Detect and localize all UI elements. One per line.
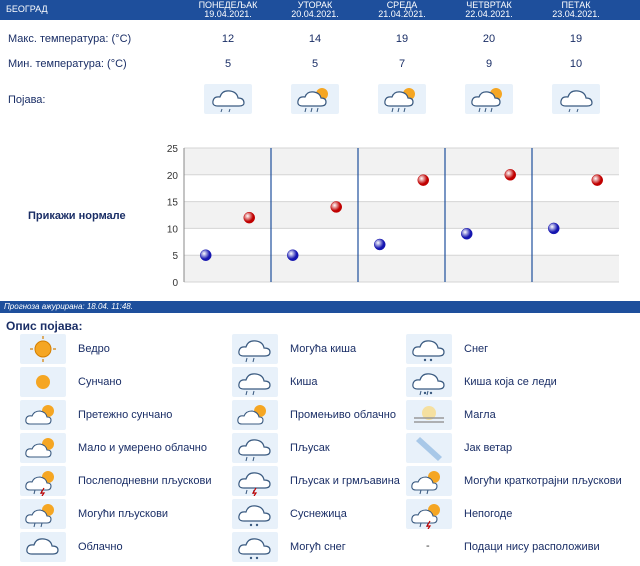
chart-band	[184, 148, 619, 175]
min-temp-label: Мин. температура: (°C)	[8, 58, 127, 70]
temperature-chart	[0, 140, 640, 290]
day-header-2	[270, 1, 360, 19]
legend-label: Пљусак и грмљавина	[290, 475, 400, 487]
y-tick-label: 10	[166, 224, 178, 236]
sleet-icon	[232, 499, 278, 529]
day-header-5	[531, 1, 621, 19]
storm-icon	[406, 499, 452, 529]
snow-icon	[406, 334, 452, 364]
city-name: БЕОГРАД	[6, 4, 48, 14]
max-temp-point	[331, 201, 342, 212]
mostly-sunny-icon	[20, 400, 66, 430]
day-name: ПОНЕДЕЉАК	[198, 0, 258, 10]
max-temp-value: 20	[482, 33, 496, 45]
min-temp-point	[374, 239, 385, 250]
legend-label: Сунчано	[78, 376, 122, 388]
partly-cloudy-shower-icon	[291, 84, 339, 114]
legend-label: Магла	[464, 409, 496, 421]
legend-label: Мало и умерено облачно	[78, 442, 208, 454]
y-tick-label: 25	[166, 144, 178, 155]
min-temp-value: 7	[398, 58, 406, 70]
cloudy-rain-possible-icon	[204, 84, 252, 114]
fog-icon	[406, 400, 452, 430]
day-date: 21.04.2021.	[378, 9, 426, 19]
min-temp-value: 10	[569, 58, 583, 70]
forecast-header	[0, 0, 640, 20]
no-data-icon: -	[426, 540, 430, 552]
y-tick-label: 5	[172, 251, 178, 263]
show-normals-link[interactable]: Прикажи нормале	[28, 210, 126, 222]
max-temp-point	[244, 212, 255, 223]
day-name: УТОРАК	[297, 0, 333, 10]
cloud-icon	[20, 532, 66, 562]
y-tick-label: 15	[166, 197, 178, 209]
partly-cloudy-shower-icon	[465, 84, 513, 114]
max-temp-label: Макс. температура: (°C)	[8, 33, 132, 45]
phenomenon-label: Појава:	[8, 94, 46, 106]
chart-band	[184, 255, 619, 282]
freezing-rain-icon	[406, 367, 452, 397]
legend-label: Суснежица	[290, 508, 347, 520]
chart-band	[184, 175, 619, 202]
partly-cloudy-icon	[20, 433, 66, 463]
min-temp-value: 5	[224, 58, 232, 70]
legend-label: Могућ снег	[290, 541, 346, 553]
afternoon-showers-icon	[20, 466, 66, 496]
day-date: 20.04.2021.	[291, 9, 339, 19]
forecast-updated: Прогноза ажурирана: 18.04. 11:48.	[0, 301, 640, 313]
max-temp-value: 19	[569, 33, 583, 45]
small-sun-icon	[20, 367, 66, 397]
day-name: ПЕТАК	[561, 0, 591, 10]
legend-label: Претежно сунчано	[78, 409, 173, 421]
legend-label: Подаци нису расположиви	[464, 541, 600, 553]
legend-label: Снег	[464, 343, 489, 355]
legend-label: Могући краткотрајни пљускови	[464, 475, 622, 487]
legend-label: Непогоде	[464, 508, 513, 520]
day-name: СРЕДА	[386, 0, 418, 10]
legend-label: Могући пљускови	[78, 508, 169, 520]
sun-icon	[20, 334, 66, 364]
legend-label: Киша која се леди	[464, 376, 557, 388]
day-date: 22.04.2021.	[465, 9, 513, 19]
day-header-1	[183, 1, 273, 19]
day-header-4	[444, 1, 534, 19]
max-temp-point	[505, 169, 516, 180]
min-temp-point	[461, 228, 472, 239]
legend-label: Пљусак	[290, 442, 330, 454]
legend-label: Послеподневни пљускови	[78, 475, 212, 487]
min-temp-point	[287, 250, 298, 261]
legend-title: Опис појава:	[6, 319, 83, 333]
strong-wind-icon	[406, 433, 452, 463]
legend-label: Ведро	[78, 343, 110, 355]
possible-showers-icon	[20, 499, 66, 529]
day-name: ЧЕТВРТАК	[466, 0, 512, 10]
possible-snow-icon	[232, 532, 278, 562]
day-date: 23.04.2021.	[552, 9, 600, 19]
shower-thunder-icon	[232, 466, 278, 496]
cloudy-rain-possible-icon	[552, 84, 600, 114]
possible-rain-icon	[232, 334, 278, 364]
legend-label: Могућа киша	[290, 343, 357, 355]
min-temp-point	[548, 223, 559, 234]
min-temp-value: 9	[485, 58, 493, 70]
day-header-3	[357, 1, 447, 19]
variable-cloudy-icon	[232, 400, 278, 430]
max-temp-point	[418, 175, 429, 186]
day-date: 19.04.2021.	[204, 9, 252, 19]
min-temp-point	[200, 250, 211, 261]
legend-label: Јак ветар	[464, 442, 513, 454]
max-temp-value: 12	[221, 33, 235, 45]
possible-brief-showers-icon	[406, 466, 452, 496]
legend-label: Промењиво облачно	[290, 409, 396, 421]
max-temp-value: 14	[308, 33, 322, 45]
y-tick-label: 0	[172, 278, 178, 289]
rain-icon	[232, 367, 278, 397]
max-temp-value: 19	[395, 33, 409, 45]
min-temp-value: 5	[311, 58, 319, 70]
y-tick-label: 20	[166, 170, 178, 182]
legend-label: Киша	[290, 376, 318, 388]
shower-icon	[232, 433, 278, 463]
legend-label: Облачно	[78, 541, 123, 553]
partly-cloudy-shower-icon	[378, 84, 426, 114]
max-temp-point	[592, 175, 603, 186]
